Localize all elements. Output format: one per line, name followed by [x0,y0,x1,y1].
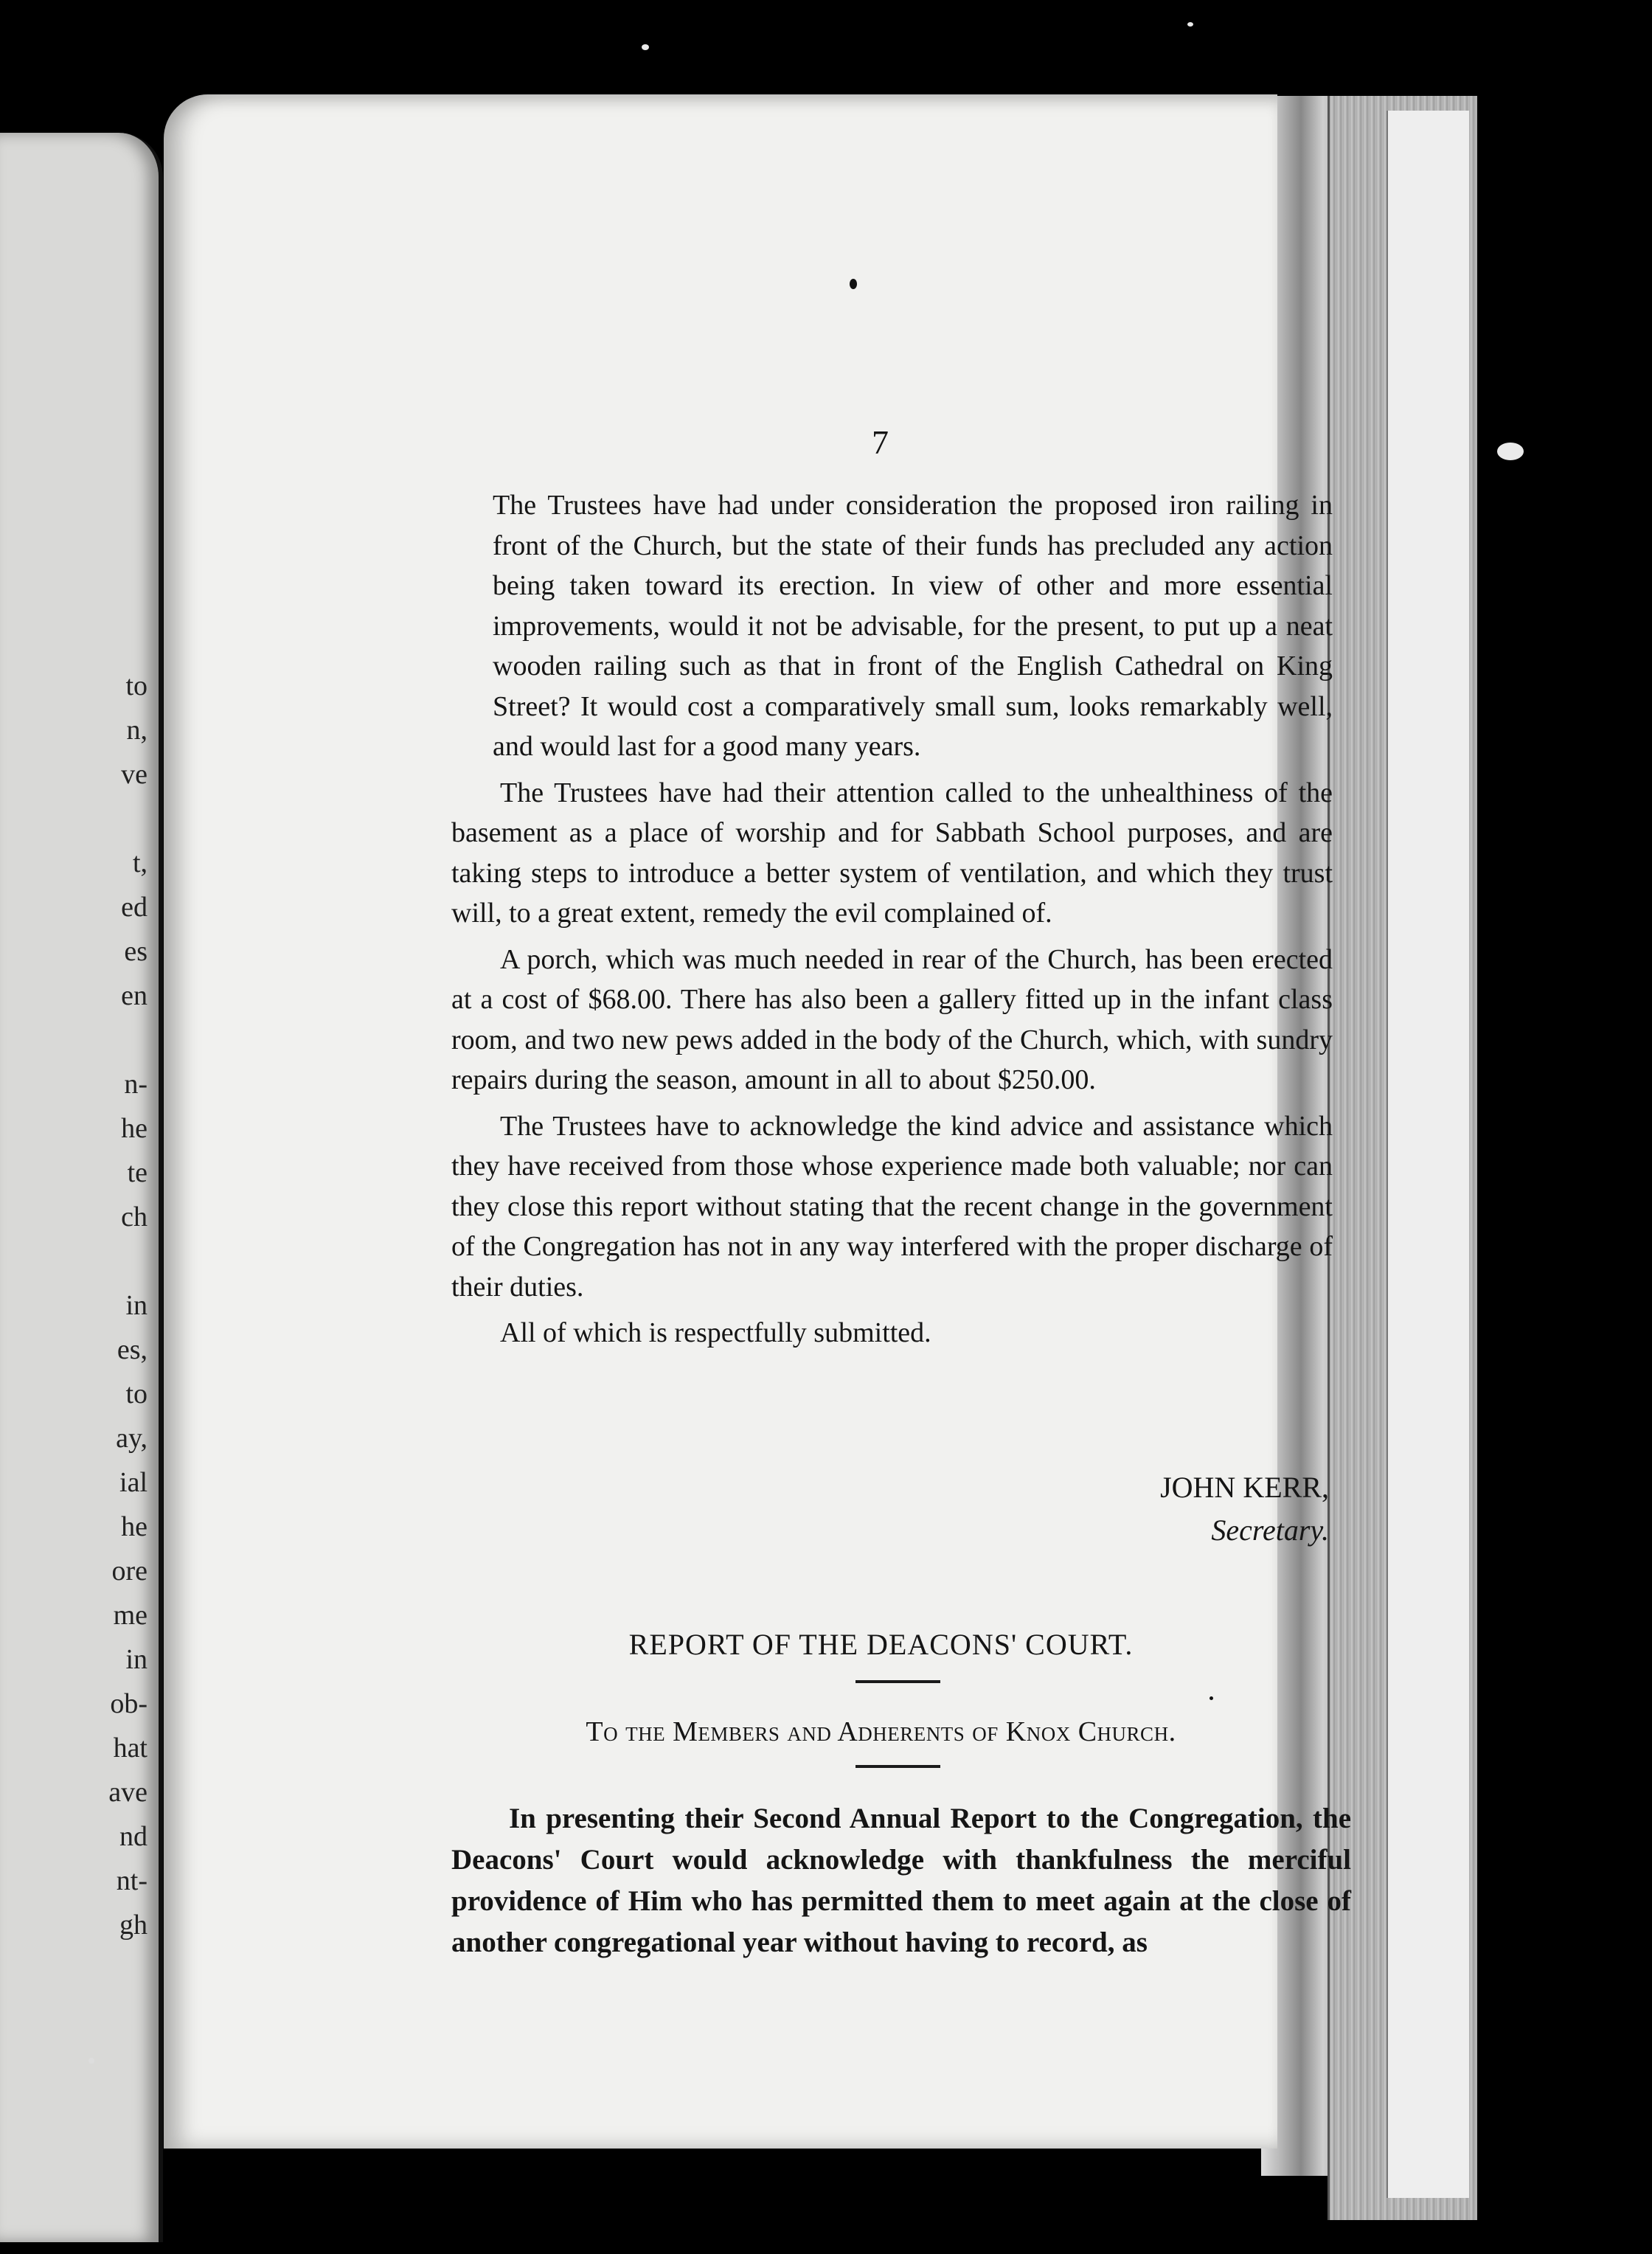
facing-page-fragment: n- [124,1069,148,1100]
facing-page-fragment: es [124,936,148,967]
trustees-report-body [451,485,1333,1359]
facing-page-fragment: t, [132,847,148,878]
facing-page-fragment [0,1018,155,1062]
ink-speck [1210,1696,1213,1700]
salutation-line: To the Members and Adherents of Knox Church. [586,1716,1176,1747]
facing-page-fragment [0,1239,155,1283]
paragraph-second-annual-report: In presenting their Second Annual Report to the Congregation, the Deacons' Court would acknowledge with thankfulness the merciful providence of Him who has permitted them to meet again at the close of another congregational year without having to record, as [451,1803,1351,1958]
facing-page-fragment: ch [121,1201,148,1232]
paragraph-porch-gallery: A porch, which was much needed in rear of the Church, has been erected at a cost of $68.00. There has also been a gallery fitted up in the infant class room, and two new pews added in the body of the Church, which, with sundry repairs during the season, amount in all to about $250.00. [451,943,1333,1095]
facing-page-fragment: in [125,1644,148,1675]
paragraph-acknowledgement: The Trustees have to acknowledge the kind advice and assistance which they have received from those whose experience made both valuable; nor can they close this report without stating that the recent change in the government of the Congregation has not in any way interfered with the proper discharge of their duties. [451,1110,1333,1303]
facing-page-fragment: te [127,1157,148,1188]
facing-page-fragment: en [121,980,148,1011]
book-page [164,94,1351,2149]
facing-page-fragment: ve [121,759,148,790]
facing-page-fragment: nt- [116,1865,148,1896]
paragraph-submitted: All of which is respectfully submitted. [500,1317,931,1348]
section-heading: REPORT OF THE DEACONS' COURT. [628,1628,1134,1661]
facing-page-fragment: ial [119,1467,148,1498]
facing-page-fragment: gh [119,1910,148,1941]
facing-page-fragment: ob- [110,1688,148,1719]
dust-spot [1497,443,1524,460]
facing-page-edge [0,133,163,2242]
facing-page-fragment: to [125,670,148,701]
facing-page-text-fragments [0,664,155,1947]
dust-spot [642,44,649,50]
facing-page-fragment: ave [108,1777,148,1808]
facing-page-fragment: ore [111,1556,148,1587]
facing-page-fragment: he [121,1113,148,1144]
facing-page-fragment [0,797,155,841]
facing-page-fragment: in [125,1290,148,1321]
facing-page-fragment: nd [119,1821,148,1852]
facing-page-fragment: to [125,1379,148,1409]
facing-page-fragment: es, [117,1334,148,1365]
facing-page-fragment: ed [121,892,148,923]
signatory-name: JOHN KERR, [1160,1471,1329,1504]
back-cover-edge [1386,111,1469,2198]
facing-page-fragment: me [113,1600,148,1631]
deacons-report-body [451,1798,1351,1963]
signature-block [1034,1466,1329,1552]
facing-page-fragment: n, [126,715,148,746]
facing-page-fragment: hat [113,1733,148,1764]
ink-speck [850,279,857,289]
facing-page-fragment: he [121,1511,148,1542]
facing-page-fragment: ay, [116,1423,148,1454]
paragraph-iron-railing: The Trustees have had under consideration the proposed iron railing in front of the Church, but the state of their funds has precluded any action being taken toward its erection. In view of other and more essential improvements, would it not be advisable, for the present, to put up a neat wooden railing such as that in front of the English Cathedral on King Street? It would cost a comparatively small sum, looks remarkably well, and would last for a good many years. [493,490,1333,762]
signatory-title: Secretary. [1211,1513,1329,1547]
heading-divider-top [856,1680,940,1683]
page-number: 7 [872,423,889,461]
dust-spot [1187,22,1193,27]
paragraph-basement-ventilation: The Trustees have had their attention called to the unhealthiness of the basement as a place of worship and for Sabbath School purposes, and are taking steps to introduce a better system of ventilation, and which they trust will, to a great extent, remedy the evil complained of. [451,777,1333,929]
heading-divider-bottom [856,1765,940,1768]
dust-speck [88,2058,94,2064]
